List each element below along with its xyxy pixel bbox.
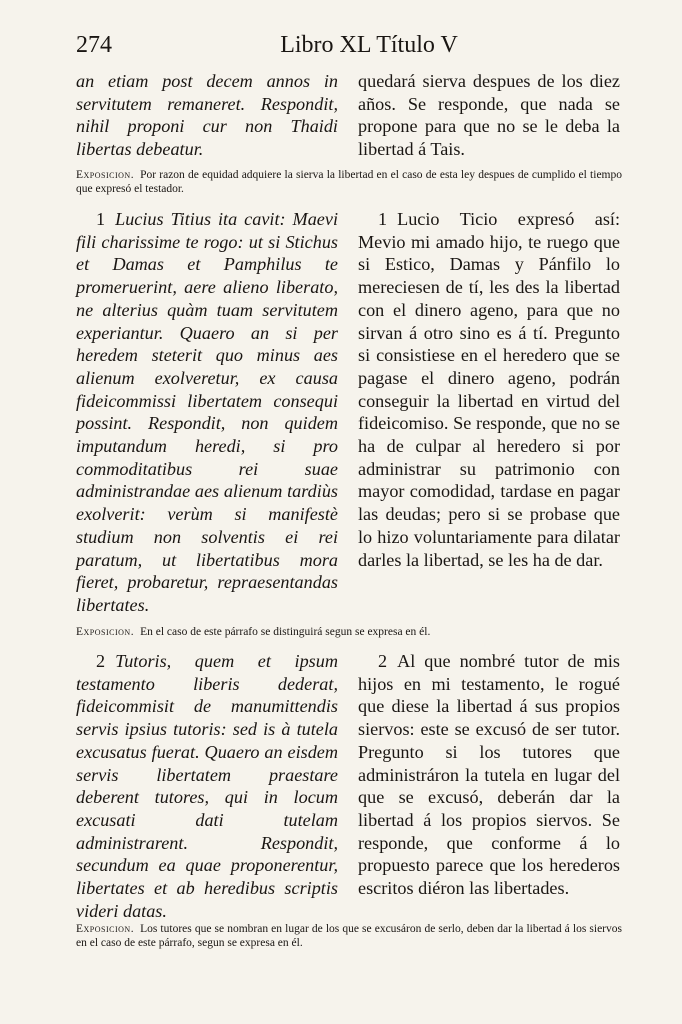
spanish-text: Lucio Ticio expresó así: Mevio mi amado hijo, te ruego que si Estico, Damas y Pánfilo lo mereciesen de tí, les des la libertad con el dinero ageno, para que no sirvan á otro sino es á tí. Pregunto si consistiese en el heredero que se pagase el dinero ageno, podrán conseguir la libertad en virtud del fideicomiso. Se responde, que no se ha de culpar al heredero si por administrar su patrimonio con mayor comodidad, tardase en pagar las deudas; pero si se probase que lo hizo voluntariamente para dilatar darles la libertad, se les ha de dar. <box>358 209 620 570</box>
paragraph-number: 2 <box>96 651 106 671</box>
latin-text: Tutoris, quem et ipsum testamento liberis dederat, fideicommisit de manumittendis servis ipsius tutoris: sed is à tutela excusatus fuerat. Quaero an eisdem servis libertatem praestare deberent tutores, qui in locum excusati dati tutelam administrarent. Respondit, secundum ea quae proponerentur, libertates et ab heredibus scriptis videri datas. <box>76 651 338 921</box>
latin-column <box>76 650 338 922</box>
exposicion-text: Los tutores que se nombran en lugar de los que se excusáron de serlo, deben dar la libertad á los siervos en el caso de este párrafo, segun se expresa en él. <box>76 923 622 949</box>
exposicion-text: Por razon de equidad adquiere la sierva la libertad en el caso de esta ley despues de cumplido el tiempo que expresó el testador. <box>76 169 622 195</box>
spanish-column <box>358 650 620 900</box>
spanish-paragraph <box>358 650 620 900</box>
text-block-continuation <box>76 70 622 160</box>
exposicion-note <box>76 922 622 950</box>
exposicion-note <box>76 625 622 639</box>
spanish-paragraph <box>358 208 620 571</box>
exposicion-note <box>76 168 622 196</box>
text-block-paragraph-2 <box>76 650 622 920</box>
latin-column <box>76 70 338 161</box>
page-number: 274 <box>76 32 112 58</box>
latin-paragraph <box>76 650 338 922</box>
latin-paragraph <box>76 208 338 617</box>
exposicion-label: Exposicion. <box>76 923 135 935</box>
exposicion-label: Exposicion. <box>76 626 135 638</box>
paragraph-number: 2 <box>378 651 388 671</box>
spanish-column <box>358 70 620 161</box>
paragraph-number: 1 <box>96 209 106 229</box>
spanish-paragraph: quedará sierva despues de los diez años. Se responde, que nada se propone para que no se le deba la libertad á Tais. <box>358 71 620 160</box>
page-header <box>76 32 622 62</box>
latin-paragraph: an etiam post decem annos in servitutem remaneret. Respondit, nihil proponi cur non Thaidi libertas debeatur. <box>76 71 338 160</box>
running-title: Libro XL Título V <box>280 32 458 58</box>
latin-column <box>76 208 338 617</box>
paragraph-number: 1 <box>378 209 388 229</box>
spanish-text: Al que nombré tutor de mis hijos en mi testamento, le rogué que diese la libertad á sus propios siervos: este se excusó de ser tutor. Pregunto si los tutores que administráron la tutela en lugar del que se excusó, deberán dar la libertad á los propios siervos. Se responde, que conforme á lo propuesto parece que los herederos escritos diéron las libertades. <box>358 651 620 899</box>
latin-text: Lucius Titius ita cavit: Maevi fili charissime te rogo: ut si Stichus et Damas et Pamphilus te promeruerint, aere alieno liberato, ne alterius quàm tuam servitutem experiantur. Quaero an si per heredem steterit quo minus aes alienum exolveretur, ex causa fideicommissi libertatem consequi possint. Respondit, non quidem imputandum heredi, si pro commoditatibus rei suae administrandae aes alienum tardiùs exolverit: verùm si manifestè studium non solventis ei rei paratum, ut libertatibus mora fieret, probaretur, repraesentandas libertates. <box>76 209 338 615</box>
exposicion-label: Exposicion. <box>76 169 135 181</box>
exposicion-text: En el caso de este párrafo se distinguirá segun se expresa en él. <box>140 626 431 638</box>
spanish-column <box>358 208 620 571</box>
text-block-paragraph-1 <box>76 208 622 618</box>
